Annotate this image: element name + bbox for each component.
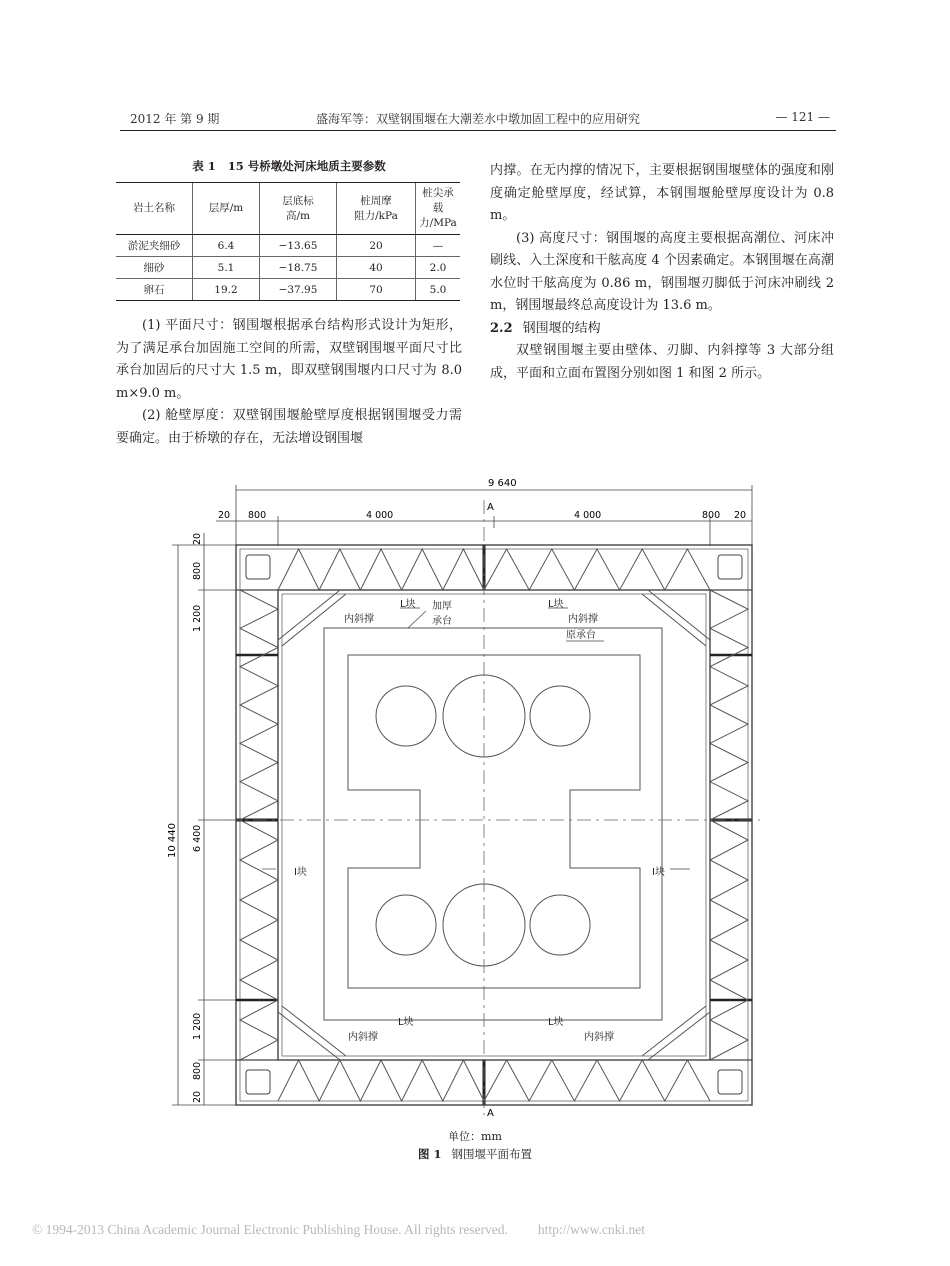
table-cell: 5.1 [193, 257, 260, 279]
label-inner-brace-bottom-left: 内斜撑 [348, 1032, 378, 1043]
label-original-cap: 原承台 [566, 630, 596, 641]
table-cell: 淤泥夹细砂 [127, 240, 181, 252]
table-cell: 2.0 [416, 257, 461, 279]
dim-left-wall-bottom: 800 [192, 1061, 203, 1080]
table-cell: 6.4 [193, 235, 260, 257]
label-inner-brace-top-right: 内斜撑 [568, 614, 598, 625]
paragraph-continuation: 内撑。在无内撑的情况下，主要根据钢围堰壁体的强度和刚度确定舱壁厚度，经试算，本钢围堰舱壁厚度设计为 0.8 m。 [490, 163, 834, 223]
table-row [116, 257, 460, 279]
table-cell: 70 [337, 279, 416, 301]
figure-title: 钢围堰平面布置 [451, 1147, 532, 1161]
table-caption [116, 158, 462, 174]
label-i-block-left: I块 [294, 867, 307, 878]
dim-top-half-left: 4 000 [366, 510, 394, 521]
table-cell: 卵石 [116, 279, 193, 301]
table-label: 表 1 [192, 159, 216, 173]
table-cell: 细砂 [116, 257, 193, 279]
inner-diagonal-braces [278, 590, 710, 1060]
footer-site: http://www.cnki.net [537, 1222, 646, 1237]
dim-total-width: 9 640 [488, 478, 517, 489]
paragraph-height: (3) 高度尺寸：钢围堰的高度主要根据高潮位、河床冲刷线、入土深度和干舷高度 4 个因素确定。本钢围堰在高潮水位时干舷高度为 0.86 m，钢围堰刃脚低于河床冲刷线 2 m，钢围堰最终总高度设计为 13.6 m。 [490, 230, 834, 313]
running-header [120, 108, 836, 128]
paragraph-plane-size: (1) 平面尺寸：钢围堰根据承台结构形式设计为矩形，为了满足承台加固施工空间的所需，双壁钢围堰平面尺寸比承台加固后的尺寸大 1.5 m，即双壁钢围堰内口尺寸为 8.0 m×9.0 m。 [116, 318, 462, 401]
section-heading [490, 318, 834, 341]
table-header-cell: 桩尖承 载力/MPa [416, 183, 461, 235]
truss-member [278, 549, 484, 590]
label-thickened-cap-2: 承台 [432, 616, 452, 627]
dim-left-seg-bottom: 1 200 [192, 1012, 203, 1040]
label-l-block-bottom-left: L块 [398, 1017, 414, 1028]
figure-caption [0, 1146, 950, 1162]
truss-member [278, 1060, 484, 1101]
dim-top-half-right: 4 000 [574, 510, 602, 521]
section-mark-bottom: A [487, 1108, 494, 1119]
page-number: — 121 — [775, 110, 830, 124]
dim-top-wall-right: 800 [702, 510, 721, 521]
center-lines [226, 500, 760, 1115]
truss-member [484, 549, 710, 590]
label-leaders [262, 608, 690, 869]
pile-caps [324, 628, 662, 1020]
section-title: 钢围堰的结构 [522, 320, 601, 336]
table-cell: −18.75 [260, 257, 337, 279]
table-cell: — [416, 235, 461, 257]
table-header-cell: 层底标 高/m [260, 183, 337, 235]
table-cell: −13.65 [260, 235, 337, 257]
label-l-block-top-right: L块 [548, 599, 564, 610]
table-header-row [116, 183, 460, 235]
figure-unit: 单位：mm [448, 1130, 502, 1143]
table-header-cell: 层厚/m [193, 183, 260, 235]
dim-left-wall-top: 800 [192, 561, 203, 580]
truss-member [240, 820, 278, 1060]
paragraph-structure: 双壁钢围堰主要由壁体、刃脚、内斜撑等 3 大部分组成，平面和立面布置图分别如图 1 和图 2 所示。 [490, 343, 834, 381]
section-number: 2.2 [490, 320, 513, 336]
dim-left-edge-bottom: 20 [192, 1090, 203, 1103]
table-cell: 19.2 [193, 279, 260, 301]
dim-left-edge-top: 20 [192, 532, 203, 545]
right-column [490, 160, 834, 385]
table-row [116, 279, 460, 301]
table-header-cell: 岩土名称 [116, 183, 193, 235]
dim-top-edge-right: 20 [734, 510, 747, 521]
article-title: 盛海军等：双壁钢围堰在大潮差水中墩加固工程中的应用研究 [315, 112, 640, 126]
dim-top-wall-left: 800 [248, 510, 267, 521]
dimension-lines [172, 485, 752, 1105]
table-cell: 5.0 [416, 279, 461, 301]
plan-drawing [160, 474, 760, 1124]
label-i-block-right: I块 [652, 867, 665, 878]
table-row [116, 235, 460, 257]
label-inner-brace-bottom-right: 内斜撑 [584, 1032, 614, 1043]
cofferdam-walls [236, 545, 752, 1105]
table-title: 15 号桥墩处河床地质主要参数 [227, 159, 386, 173]
truss-bracing [240, 549, 748, 1101]
journal-issue: 2012 年 第 9 期 [130, 112, 220, 126]
left-column [116, 158, 462, 450]
table-cell: 20 [337, 235, 416, 257]
table-cell: −37.95 [260, 279, 337, 301]
header-rule [120, 130, 836, 131]
footer-copyright: © 1994-2013 China Academic Journal Electronic Publishing House. All rights reserved. [32, 1222, 508, 1237]
dim-top-edge-left: 20 [218, 510, 231, 521]
paragraph-wall-thickness: (2) 舱壁厚度：双壁钢围堰舱壁厚度根据钢围堰受力需要确定。由于桥墩的存在，无法增设钢围堰 [116, 408, 462, 446]
dim-total-height: 10 440 [167, 823, 178, 858]
table-cell: 40 [337, 257, 416, 279]
figure-1 [160, 474, 760, 1128]
label-inner-brace-top-left: 内斜撑 [344, 614, 374, 625]
dim-left-seg-top: 1 200 [192, 604, 203, 632]
figure-label: 图 1 [417, 1147, 442, 1161]
truss-member [710, 820, 748, 1060]
label-l-block-bottom-right: L块 [548, 1017, 564, 1028]
truss-member [240, 590, 278, 820]
footer [32, 1222, 645, 1238]
section-mark-top: A [487, 502, 494, 513]
geology-table [116, 182, 460, 301]
truss-member [484, 1060, 710, 1101]
label-l-block-top-left: L块 [400, 599, 416, 610]
label-thickened-cap-1: 加厚 [432, 601, 452, 612]
table-header-cell: 桩周摩 阻力/kPa [337, 183, 416, 235]
truss-member [710, 590, 748, 820]
dim-left-middle: 6 400 [192, 824, 203, 852]
